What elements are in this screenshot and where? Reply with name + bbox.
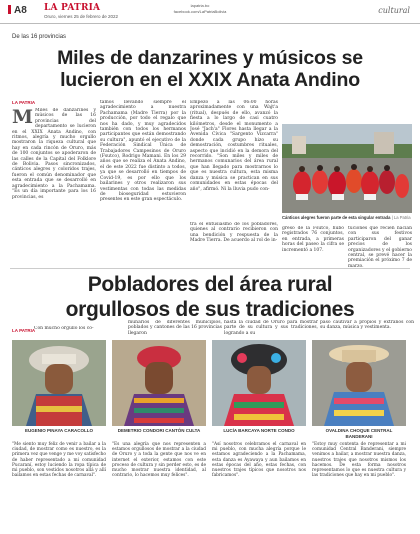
page-number: A8 [8,5,27,16]
story2-byline: LA PATRIA [12,328,36,333]
story2-column-4: paso cautivar a propios y extraños con su danza, música y vestimenta. [320,320,414,331]
portrait-ovaldina [312,340,406,426]
story1-column-2: tamos llevando siempre el agradecimiento a nuestra Pachamama (Madre Tierra) por la producción, por todo el regalo que nos ha dado, y muy agradecidos también con todos los hermanos participantes que están demostrando su cultura", apuntó el ejecutivo de la Federación Sindical Única de Trabajadores Campesinos de Oruro (Fsutco), Rodrigo Mamani. En los 29 años que se realiza el Anata Andino, el de este 2022 fue distinto a todos, ya que se desarrolló en tiempos de Covid-19, es por ello que los bailarines y otros realizaron sus vestimentas con todas las medidas de bioseguridad estuvieron presentes en este gran espectáculo. [100,100,186,203]
facebook-link[interactable]: facebook.com/LaPatriaBolivia [173,9,227,14]
story-divider [10,268,410,269]
person-quote-1: "Me siento muy feliz de venir a bailar a la ciudad, de mostrar como es nuestro, es la primera vez que venge y me voy satisfecho de haber representado a mi comunidad Pucaraní, estoy luciendo la ropa típica de mi pueblo, son vestidos nosotros allá y allí bailamos en estas fechas de carnaval". [12,442,106,479]
portrait-ovaldina-illustration [312,340,406,426]
masthead: LA PATRIA [44,3,101,13]
caption-text: Cánticos alegres fueron parte de esta singular entrada [282,215,391,220]
story1-headline [10,47,410,91]
story2-column-1: Con mucho orgullo los co- [34,326,94,331]
section-label: cultural [378,6,410,15]
story2-headline [10,272,410,322]
portrait-eugenio-illustration [12,340,106,426]
story1-headline-line2: lucieron en el XXIX Anata Andino [60,69,360,91]
story1-col1-text: Miles de danzarines y músicos de las 16 provincias del departamento se lucieron en el XXIX Anata Andino, con ritmos, alegría y mucho orgullo mostraron la riqueza cultural que hay en cada rincón de Oruro, más de 100 conjuntos se apoderaron de las calles de la Capital del Folklore de Bolivia. Pasos sincronizados, cánticos alegres y coloridos trajes, fueron el común denominador que esta entrada que se desarrolló en agradecimiento a la Pachamama. "Es un día importante para los 16 provincias, es [12,108,96,200]
person-quote-3: "Así nosotros celebramos el carnaval en mi pueblo, con mucha alegría porque le estamos agradeciendo a la Pachamama, esta danza es Ayawaya y aun bailamos en estas épocas del año, estas fechas, con nuestros trajes típicos que nosotros nos fabricamos". [212,442,306,479]
portrait-lucia [212,340,306,426]
story2-headline-line1: Pobladores del área rural [87,273,333,296]
website-link[interactable]: lapatria.bo [190,3,210,8]
story1-column-4: tra el entusiasmo de los pobladores, quienes al contrario recibieron con una bendición y respuesta de la Madre Tierra. De acuerdo al rol de in- [190,222,278,244]
portrait-demetrio [112,340,206,426]
story2-column-3: hasta la ciudad de Oruro para mostrar parte de su cultura y sus tradiciones, logrando a su [224,320,318,336]
story2-headline-line2: orgullosos de sus tradiciones [65,298,355,321]
page-header [0,0,420,24]
person-name-2: DEMETRIO CONDORI CANTÓN CULTA [117,428,201,433]
story1-column-1 [12,108,96,268]
issue-date: Oruro, viernes 25 de febrero de 2022 [44,14,119,19]
dancers-photo [282,124,412,213]
portrait-lucia-illustration [212,340,306,426]
person-quote-2: "Es una alegría que nos representen a estamos orgullosos de mostrar a la ciudad de Oruro y a toda la gente que nos ve en internet el exterior, estamos con este proceso de cultura y sin perder esto, es de mucho mostrar nuestra identidad, al contrario, lo hacemos muy felices". [112,442,206,479]
photo-credit: | La Patria [391,215,411,220]
portrait-eugenio [12,340,106,426]
person-name-4: OVALDINA CHOQUE CENTRAL BANDERANI [325,428,393,439]
story2-column-2: munarios de diferentes municipios, poblados y cantones de las 16 provincias llegaron [128,320,222,336]
dancers-photo-illustration [282,124,412,213]
person-name-1: EUGENIO PINAYA CARACOLLO [24,428,93,433]
person-quote-4: "Estoy muy contenta de representar a mi comunidad Central Banderani, siempre venimos a bailar, a mostrar nuestra danza, nuestros trajes que nosotros mismos los hacemos. De esta forma nosotros representamos lo que es nuestra cultura y las tradiciones que hay en mi pueblo". [312,442,406,479]
story1-headline-line1: Miles de danzarines y músicos se [57,47,363,69]
web-links [150,3,250,15]
story1-column-3: Empezó a las 06:00 horas aproximadamente con una Wajt'a (ritual), después de ello, avanzó la fiesta a lo largo de casi cuatro kilómetros, desde el monumento a José "Jach'a" Flores hasta llegar a la Avenida Cívica "Sargento Vizcarra" donde cada grupo hizo su demostración, costumbres rituales, aspecto que incidió en la demora del recorrido. "Son miles y miles de hermanos comunarios del área rural que han llegado para mostrarnos lo que es nuestra cultura, esta misma danza y música se practican en sus comunidades en estas épocas del año", afirmó. Ni la lluvia pudo con- [190,100,278,192]
story1-column-5: greso de la Fsutco, hubo registrados 76 conjuntos, en entrada, a primeras horas del paseo la cifra se incrementó a 107. [282,226,344,253]
portrait-demetrio-illustration [112,340,206,426]
drop-cap: M [12,108,34,128]
story1-byline: LA PATRIA [12,100,36,105]
story1-column-6: tuciones que recién nacían con sus festivos participaron del ganar precios de los organizadores y el gobierno central, se prevé hacer la premiación el próximo 7 de marzo. [348,226,412,268]
dancers-photo-caption [282,215,412,220]
person-name-3: LUCÍA BARCAYA NORTE CONDO [223,428,295,433]
story1-kicker: De las 16 provincias [12,34,67,40]
